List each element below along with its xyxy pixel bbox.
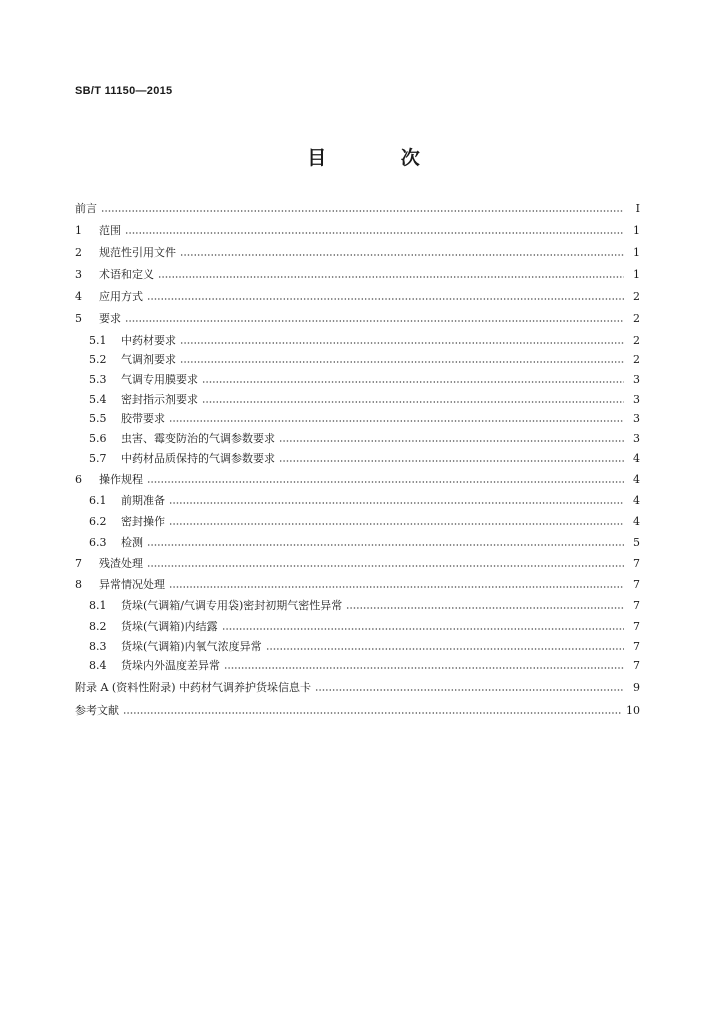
- dot-leader: [169, 501, 624, 505]
- toc-entry-page: 1: [633, 268, 640, 281]
- dot-leader: [279, 439, 624, 443]
- toc-entry-number: 7: [75, 557, 82, 570]
- toc-entry[interactable]: [89, 371, 640, 387]
- toc-entry-page: 5: [633, 536, 640, 549]
- toc-entry-number: 6.3: [89, 536, 107, 549]
- toc-entry[interactable]: [89, 450, 640, 466]
- dot-leader: [169, 419, 624, 423]
- toc-entry[interactable]: [89, 534, 640, 550]
- toc-entry-number: 1: [75, 224, 82, 237]
- toc-entry-number: 5.6: [89, 432, 107, 445]
- dot-leader: [169, 585, 624, 589]
- toc-entry[interactable]: [75, 244, 640, 260]
- toc-entry[interactable]: [75, 200, 640, 216]
- toc-entry[interactable]: [75, 555, 640, 571]
- toc-entry-number: 8: [75, 578, 82, 591]
- dot-leader: [169, 522, 624, 526]
- toc-entry-page: 2: [633, 290, 640, 303]
- toc-entry[interactable]: [89, 430, 640, 446]
- toc-entry-title: 操作规程: [99, 473, 143, 486]
- dot-leader: [101, 209, 624, 213]
- toc-entry-number: 4: [75, 290, 82, 303]
- toc-entry-title: 参考文献: [75, 704, 119, 717]
- toc-entry-title: 货垛(气调箱/气调专用袋)密封初期气密性异常: [121, 599, 343, 612]
- toc-entry[interactable]: [75, 310, 640, 326]
- toc-entry-title: 前期准备: [121, 494, 165, 507]
- toc-entry[interactable]: [89, 638, 640, 654]
- dot-leader: [202, 400, 624, 404]
- dot-leader: [123, 711, 622, 715]
- toc-entry-number: 5.1: [89, 334, 107, 347]
- dot-leader: [147, 480, 624, 484]
- toc-entry[interactable]: [89, 410, 640, 426]
- toc-entry[interactable]: [75, 576, 640, 592]
- toc-entry-number: 8.4: [89, 659, 107, 672]
- toc-entry-page: Ⅰ: [635, 202, 640, 215]
- toc-entry-number: 8.2: [89, 620, 107, 633]
- toc-entry-number: 5.4: [89, 393, 107, 406]
- toc-entry-page: 4: [633, 515, 640, 528]
- toc-entry[interactable]: [89, 492, 640, 508]
- toc-entry-title: 气调专用膜要求: [121, 373, 198, 386]
- toc-entry-page: 1: [633, 224, 640, 237]
- toc-entry-page: 2: [633, 334, 640, 347]
- dot-leader: [279, 459, 624, 463]
- toc-entry-title: 货垛(气调箱)内结露: [121, 620, 218, 633]
- toc-entry[interactable]: [75, 679, 640, 695]
- toc-entry[interactable]: [89, 657, 640, 673]
- toc-entry[interactable]: [89, 351, 640, 367]
- toc-entry-page: 3: [633, 412, 640, 425]
- dot-leader: [147, 564, 624, 568]
- toc-entry-number: 6: [75, 473, 82, 486]
- toc-entry-number: 3: [75, 268, 82, 281]
- toc-entry-page: 4: [633, 452, 640, 465]
- toc-entry-page: 7: [633, 557, 640, 570]
- toc-entry-title: 货垛(气调箱)内氧气浓度异常: [121, 640, 262, 653]
- toc-entry-page: 7: [633, 640, 640, 653]
- toc-entry-title: 范围: [99, 224, 121, 237]
- toc-entry-title: 中药材要求: [121, 334, 176, 347]
- dot-leader: [125, 319, 624, 323]
- toc-entry-title: 胶带要求: [121, 412, 165, 425]
- dot-leader: [315, 688, 624, 692]
- toc-entry-title: 附录 A (资料性附录) 中药材气调养护货垛信息卡: [75, 681, 312, 694]
- dot-leader: [224, 666, 624, 670]
- toc-entry-page: 3: [633, 432, 640, 445]
- toc-entry-title: 货垛内外温度差异常: [121, 659, 220, 672]
- dot-leader: [202, 380, 624, 384]
- toc-entry-page: 3: [633, 373, 640, 386]
- toc-entry[interactable]: [89, 391, 640, 407]
- dot-leader: [147, 543, 624, 547]
- toc-entry-title: 密封操作: [121, 515, 165, 528]
- dot-leader: [346, 606, 624, 610]
- toc-entry-page: 7: [633, 599, 640, 612]
- toc-entry-title: 气调剂要求: [121, 353, 176, 366]
- toc-entry-title: 规范性引用文件: [99, 246, 176, 259]
- toc-entry-page: 3: [633, 393, 640, 406]
- toc-entry[interactable]: [75, 702, 640, 718]
- toc-entry[interactable]: [75, 288, 640, 304]
- dot-leader: [158, 275, 624, 279]
- toc-entry-title: 虫害、霉变防治的气调参数要求: [121, 432, 275, 445]
- toc-entry-page: 7: [633, 578, 640, 591]
- toc-entry-title: 残渣处理: [99, 557, 143, 570]
- toc-entry-title: 应用方式: [99, 290, 143, 303]
- toc-entry-page: 7: [633, 659, 640, 672]
- toc-entry-number: 6.1: [89, 494, 107, 507]
- toc-entry-title: 中药材品质保持的气调参数要求: [121, 452, 275, 465]
- toc-entry-number: 5.2: [89, 353, 107, 366]
- dot-leader: [180, 341, 624, 345]
- dot-leader: [180, 253, 624, 257]
- toc-entry-page: 10: [626, 704, 640, 717]
- toc-entry[interactable]: [89, 597, 640, 613]
- toc-entry[interactable]: [89, 332, 640, 348]
- page-title: 目 次: [307, 147, 454, 169]
- standard-code: SB/T 11150—2015: [75, 85, 173, 97]
- toc-entry-page: 9: [633, 681, 640, 694]
- toc-entry[interactable]: [75, 222, 640, 238]
- dot-leader: [266, 647, 624, 651]
- toc-entry-page: 4: [633, 473, 640, 486]
- toc-entry-page: 1: [633, 246, 640, 259]
- toc-entry-title: 异常情况处理: [99, 578, 165, 591]
- toc-entry-number: 5.3: [89, 373, 107, 386]
- toc-entry-number: 5.7: [89, 452, 107, 465]
- toc-entry-number: 8.1: [89, 599, 107, 612]
- dot-leader: [222, 627, 624, 631]
- toc-entry-title: 前言: [75, 202, 97, 215]
- toc-entry-number: 5.5: [89, 412, 107, 425]
- toc-entry-number: 6.2: [89, 515, 107, 528]
- toc-entry-title: 密封指示剂要求: [121, 393, 198, 406]
- toc-entry-page: 4: [633, 494, 640, 507]
- toc-entry[interactable]: [89, 618, 640, 634]
- toc-entry-title: 要求: [99, 312, 121, 325]
- toc-entry-page: 2: [633, 312, 640, 325]
- toc-entry-title: 术语和定义: [99, 268, 154, 281]
- dot-leader: [147, 297, 624, 301]
- toc-entry-number: 5: [75, 312, 82, 325]
- toc-entry[interactable]: [89, 513, 640, 529]
- toc-entry[interactable]: [75, 471, 640, 487]
- toc-entry-number: 8.3: [89, 640, 107, 653]
- dot-leader: [180, 360, 624, 364]
- toc-entry-number: 2: [75, 246, 82, 259]
- toc-entry-title: 检测: [121, 536, 143, 549]
- toc-entry-page: 2: [633, 353, 640, 366]
- toc-entry-page: 7: [633, 620, 640, 633]
- dot-leader: [125, 231, 624, 235]
- toc-entry[interactable]: [75, 266, 640, 282]
